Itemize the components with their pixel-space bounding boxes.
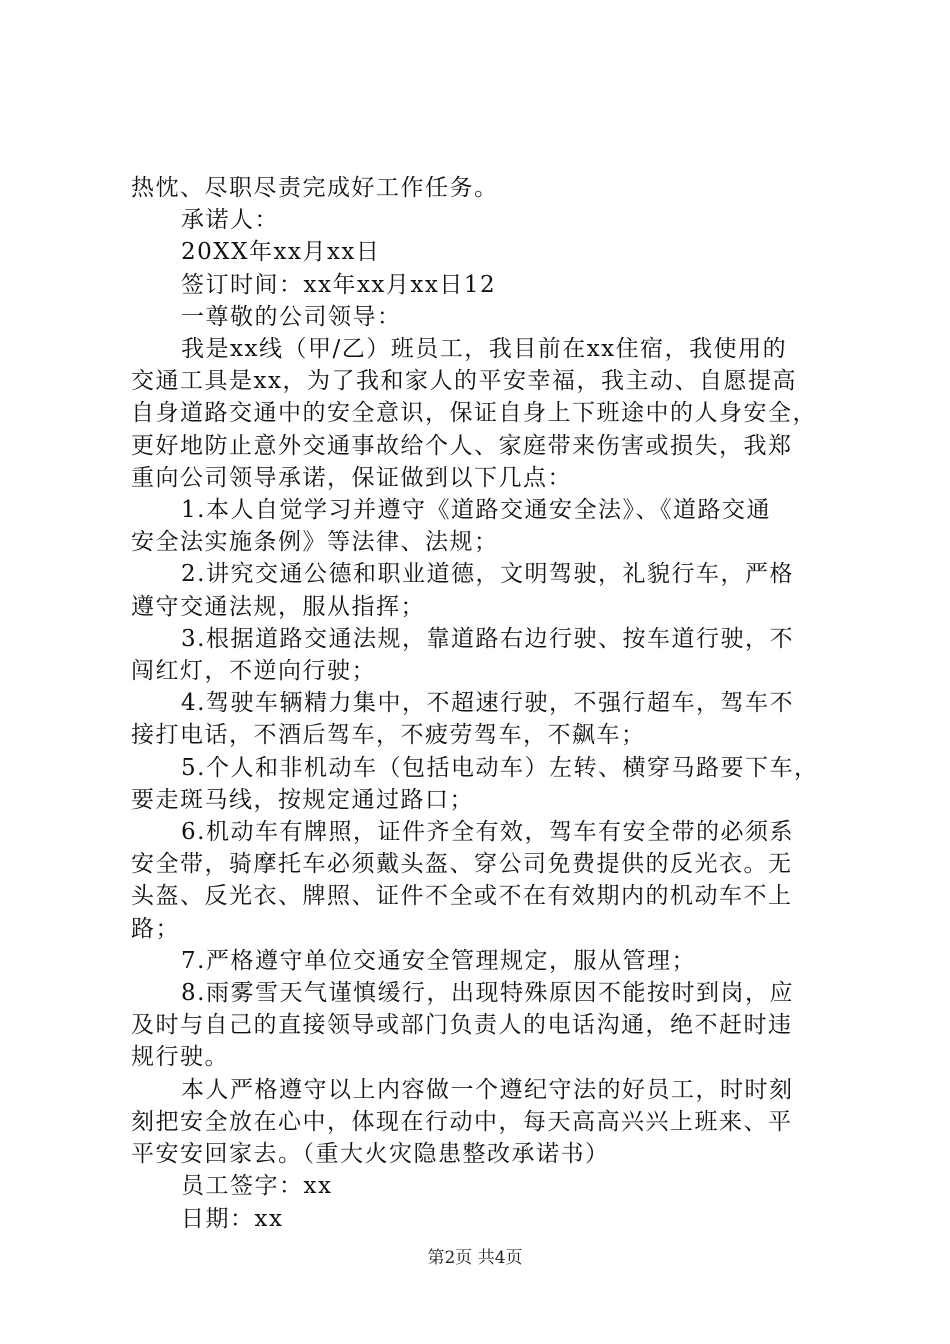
text-line: 本人严格遵守以上内容做一个遵纪守法的好员工，时时刻 <box>181 1076 794 1103</box>
text-line: 路； <box>131 915 180 942</box>
text-line: 2.讲究交通公德和职业道德，文明驾驶，礼貌行车，严格 <box>181 561 794 588</box>
text-line: 闯红灯，不逆向行驶； <box>131 658 376 685</box>
text-line: 5.个人和非机动车（包括电动车）左转、横穿马路要下车， <box>181 754 819 781</box>
text-line: 8.雨雾雪天气谨慎缓行，出现特殊原因不能按时到岗，应 <box>181 980 794 1007</box>
text-line: 4.驾驶车辆精力集中，不超速行驶，不强行超车，驾车不 <box>181 690 794 717</box>
text-line: 更好地防止意外交通事故给个人、家庭带来伤害或损失，我郑 <box>131 432 793 459</box>
text-line: 签订时间：xx年xx月xx日12 <box>181 271 497 298</box>
text-line: 安全法实施条例》等法律、法规； <box>131 529 499 556</box>
text-line: 重向公司领导承诺，保证做到以下几点： <box>131 464 572 491</box>
text-line: 接打电话，不酒后驾车，不疲劳驾车，不飙车； <box>131 722 646 749</box>
page-number-label: 第2页 共4页 <box>427 1248 523 1268</box>
page-footer <box>0 1243 950 1268</box>
text-line: 7.严格遵守单位交通安全管理规定，服从管理； <box>181 947 696 974</box>
text-line: 我是xx线（甲/乙）班员工，我目前在xx住宿，我使用的 <box>181 336 788 363</box>
text-line: 承诺人： <box>181 207 279 234</box>
text-line: 及时与自己的直接领导或部门负责人的电话沟通，绝不赶时违 <box>131 1012 793 1039</box>
text-line: 日期：xx <box>181 1205 284 1232</box>
text-line: 自身道路交通中的安全意识，保证自身上下班途中的人身安全， <box>131 400 817 427</box>
text-line: 6.机动车有牌照，证件齐全有效，驾车有安全带的必须系 <box>181 819 794 846</box>
text-line: 头盔、反光衣、牌照、证件不全或不在有效期内的机动车不上 <box>131 883 793 910</box>
text-line: 热忱、尽职尽责完成好工作任务。 <box>131 175 499 201</box>
text-line: 员工签字：xx <box>181 1173 333 1200</box>
text-line: 1.本人自觉学习并遵守《道路交通安全法》、《道路交通 <box>181 497 771 524</box>
document-body <box>131 172 836 1235</box>
text-line: 安全带，骑摩托车必须戴头盔、穿公司免费提供的反光衣。无 <box>131 851 793 878</box>
text-line: 3.根据道路交通法规，靠道路右边行驶、按车道行驶，不 <box>181 625 794 652</box>
text-line: 要走斑马线，按规定通过路口； <box>131 786 474 813</box>
text-line: 规行驶。 <box>131 1044 229 1071</box>
text-line: 交通工具是xx，为了我和家人的平安幸福，我主动、自愿提高 <box>131 368 797 395</box>
text-line: 平安安回家去。（重大火灾隐患整改承诺书） <box>131 1141 610 1168</box>
text-line: 遵守交通法规，服从指挥； <box>131 593 425 620</box>
text-line: 20XX年xx月xx日 <box>181 239 381 266</box>
text-line: 刻把安全放在心中，体现在行动中，每天高高兴兴上班来、平 <box>131 1108 793 1135</box>
text-line: 一尊敬的公司领导： <box>181 303 402 330</box>
